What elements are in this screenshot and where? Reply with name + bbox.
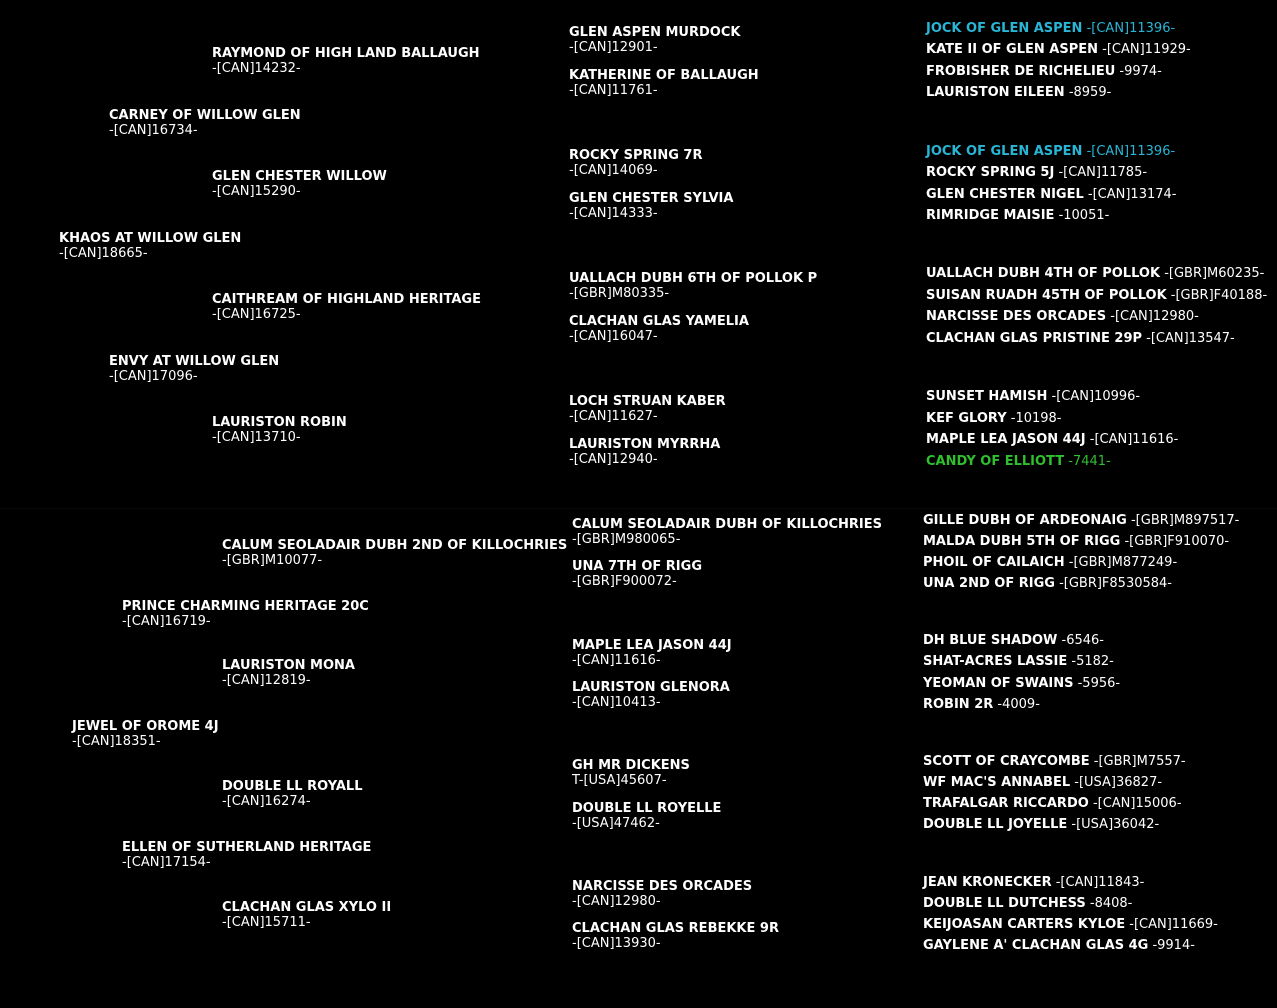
registration-number: -[CAN]17154- xyxy=(122,855,211,870)
horse-name[interactable]: DOUBLE LL ROYELLE xyxy=(572,801,722,816)
horse-name[interactable]: KEF GLORY xyxy=(926,411,1007,426)
subject-dam-entry[interactable] xyxy=(109,354,279,384)
registration-number: -[USA]36827- xyxy=(1074,775,1163,790)
registration-number: -[CAN]15006- xyxy=(1092,796,1182,811)
registration-number: -[GBR]F900072- xyxy=(572,574,677,589)
horse-name[interactable]: CANDY OF ELLIOTT xyxy=(926,454,1065,469)
horse-name[interactable]: WF MAC'S ANNABEL xyxy=(923,775,1071,790)
registration-number: -[CAN]16047- xyxy=(569,329,658,344)
registration-number: -9914- xyxy=(1152,938,1195,953)
ancestor-line[interactable] xyxy=(923,917,1218,933)
horse-name[interactable]: UNA 7TH OF RIGG xyxy=(572,559,702,574)
registration-number: -[CAN]10996- xyxy=(1051,389,1141,404)
horse-name[interactable]: ELLEN OF SUTHERLAND HERITAGE xyxy=(122,840,372,855)
section-divider xyxy=(0,508,1277,509)
jewel-entry[interactable] xyxy=(72,719,219,749)
ancestor-line[interactable] xyxy=(923,775,1162,791)
ancestor-line[interactable] xyxy=(926,288,1267,304)
horse-name[interactable]: CARNEY OF WILLOW GLEN xyxy=(109,108,301,123)
horse-name[interactable]: JEAN KRONECKER xyxy=(923,875,1052,890)
registration-number: -[CAN]14232- xyxy=(212,61,301,76)
horse-name[interactable]: SHAT-ACRES LASSIE xyxy=(923,654,1068,669)
registration-number: -7441- xyxy=(1068,454,1111,469)
horse-name[interactable]: CLACHAN GLAS YAMELIA xyxy=(569,314,749,329)
registration-number: -[USA]36042- xyxy=(1071,817,1160,832)
registration-number: -[CAN]17096- xyxy=(109,369,198,384)
registration-number: -6546- xyxy=(1061,633,1104,648)
horse-name[interactable]: NARCISSE DES ORCADES xyxy=(926,309,1107,324)
horse-name[interactable]: SUNSET HAMISH xyxy=(926,389,1048,404)
registration-number: -[GBR]F40188- xyxy=(1170,288,1268,303)
horse-name[interactable]: RIMRIDGE MAISIE xyxy=(926,208,1055,223)
registration-number: -[CAN]13547- xyxy=(1146,331,1235,346)
ancestor-entry[interactable] xyxy=(569,394,726,424)
ancestor-line[interactable] xyxy=(923,938,1195,954)
ancestor-line[interactable] xyxy=(926,331,1235,347)
horse-name[interactable]: KEIJOASAN CARTERS KYLOE xyxy=(923,917,1126,932)
horse-name[interactable]: ROCKY SPRING 7R xyxy=(569,148,703,163)
ancestor-entry[interactable] xyxy=(569,191,733,221)
registration-number: -10051- xyxy=(1058,208,1110,223)
horse-name[interactable]: DOUBLE LL ROYALL xyxy=(222,779,363,794)
subject-entry[interactable] xyxy=(59,231,241,261)
ancestor-line[interactable] xyxy=(923,875,1144,891)
horse-name[interactable]: ROCKY SPRING 5J xyxy=(926,165,1055,180)
ancestor-line[interactable] xyxy=(923,896,1132,912)
registration-number: -5182- xyxy=(1071,654,1114,669)
registration-number: -[CAN]12940- xyxy=(569,452,658,467)
ancestor-line[interactable] xyxy=(926,432,1178,448)
horse-name[interactable]: DOUBLE LL DUTCHESS xyxy=(923,896,1086,911)
ancestor-entry[interactable] xyxy=(569,68,759,98)
registration-number: -[CAN]12980- xyxy=(1110,309,1199,324)
ancestor-line[interactable] xyxy=(926,208,1109,224)
registration-number: -[CAN]13174- xyxy=(1087,187,1177,202)
ancestor-entry[interactable] xyxy=(569,25,740,55)
registration-number: -[CAN]12980- xyxy=(572,894,661,909)
prince-dam-entry[interactable] xyxy=(222,658,355,688)
ancestor-line[interactable] xyxy=(926,411,1062,427)
ancestor-line[interactable] xyxy=(923,654,1114,670)
registration-number: -[CAN]14069- xyxy=(569,163,658,178)
ancestor-entry[interactable] xyxy=(569,314,749,344)
registration-number: -[GBR]M10077- xyxy=(222,553,323,568)
horse-name[interactable]: GLEN CHESTER NIGEL xyxy=(926,187,1084,202)
registration-number: -[CAN]11669- xyxy=(1129,917,1218,932)
registration-number: -[GBR]F910070- xyxy=(1124,534,1230,549)
registration-number: -[GBR]M980065- xyxy=(572,532,681,547)
registration-number: -[CAN]11761- xyxy=(569,83,658,98)
horse-name[interactable]: DH BLUE SHADOW xyxy=(923,633,1058,648)
horse-name[interactable]: SUISAN RUADH 45TH OF POLLOK xyxy=(926,288,1167,303)
horse-name[interactable]: CLACHAN GLAS PRISTINE 29P xyxy=(926,331,1143,346)
registration-number: -[CAN]11843- xyxy=(1055,875,1145,890)
registration-number: -[CAN]10413- xyxy=(572,695,661,710)
horse-name[interactable]: GLEN ASPEN MURDOCK xyxy=(569,25,741,40)
horse-name[interactable]: RAYMOND OF HIGH LAND BALLAUGH xyxy=(212,46,480,61)
horse-name[interactable]: GH MR DICKENS xyxy=(572,758,690,773)
horse-name[interactable]: FROBISHER DE RICHELIEU xyxy=(926,64,1116,79)
ancestor-line[interactable] xyxy=(926,389,1140,405)
horse-name[interactable]: MALDA DUBH 5TH OF RIGG xyxy=(923,534,1121,549)
horse-name[interactable]: LOCH STRUAN KABER xyxy=(569,394,726,409)
registration-number: -[CAN]11785- xyxy=(1058,165,1148,180)
horse-name[interactable]: CALUM SEOLADAIR DUBH 2ND OF KILLOCHRIES xyxy=(222,538,568,553)
sire-dam-entry[interactable] xyxy=(212,169,387,199)
horse-name[interactable]: LAURISTON GLENORA xyxy=(572,680,730,695)
registration-number: -[CAN]11396- xyxy=(1086,144,1176,159)
horse-name[interactable]: CAITHREAM OF HIGHLAND HERITAGE xyxy=(212,292,481,307)
horse-name[interactable]: LAURISTON EILEEN xyxy=(926,85,1065,100)
horse-name[interactable]: CLACHAN GLAS REBEKKE 9R xyxy=(572,921,779,936)
jewel-sire-entry[interactable] xyxy=(122,599,369,629)
horse-name[interactable]: KATHERINE OF BALLAUGH xyxy=(569,68,759,83)
ancestor-line[interactable] xyxy=(923,817,1159,833)
ancestor-line[interactable] xyxy=(926,309,1199,325)
ancestor-line[interactable] xyxy=(926,64,1162,80)
prince-sire-entry[interactable] xyxy=(222,538,567,568)
horse-name[interactable]: KHAOS AT WILLOW GLEN xyxy=(59,231,242,246)
registration-number: -[CAN]12819- xyxy=(222,673,311,688)
registration-number: -[USA]47462- xyxy=(572,816,660,831)
ancestor-entry[interactable] xyxy=(572,559,702,589)
ancestor-line[interactable] xyxy=(926,165,1147,181)
ancestor-line[interactable] xyxy=(923,796,1182,812)
registration-number: -8959- xyxy=(1068,85,1112,100)
horse-name[interactable]: GAYLENE A' CLACHAN GLAS 4G xyxy=(923,938,1149,953)
ancestor-entry[interactable] xyxy=(572,638,732,668)
ancestor-line[interactable] xyxy=(926,21,1175,37)
horse-name[interactable]: SCOTT OF CRAYCOMBE xyxy=(923,754,1090,769)
registration-number: -[CAN]18665- xyxy=(59,246,148,261)
registration-number: -[GBR]F8530584- xyxy=(1059,576,1172,591)
horse-name[interactable]: LAURISTON ROBIN xyxy=(212,415,347,430)
ancestor-line[interactable] xyxy=(926,42,1191,58)
registration-number: -[CAN]18351- xyxy=(72,734,161,749)
ancestor-entry[interactable] xyxy=(569,271,817,301)
ancestor-line[interactable] xyxy=(923,534,1229,550)
ancestor-line[interactable] xyxy=(923,633,1104,649)
registration-number: -[CAN]13710- xyxy=(212,430,301,445)
envy-sire-entry[interactable] xyxy=(212,292,481,322)
jewel-dam-entry[interactable] xyxy=(122,840,371,870)
ancestor-line[interactable] xyxy=(926,266,1264,282)
horse-name[interactable]: UNA 2ND OF RIGG xyxy=(923,576,1055,591)
horse-name[interactable]: GLEN CHESTER SYLVIA xyxy=(569,191,734,206)
registration-number: -[CAN]16274- xyxy=(222,794,311,809)
horse-name[interactable]: LAURISTON MONA xyxy=(222,658,355,673)
ancestor-line[interactable] xyxy=(926,187,1176,203)
horse-name[interactable]: PRINCE CHARMING HERITAGE 20C xyxy=(122,599,369,614)
horse-name[interactable]: MAPLE LEA JASON 44J xyxy=(572,638,732,653)
horse-name[interactable]: CLACHAN GLAS XYLO II xyxy=(222,900,392,915)
ellen-dam-entry[interactable] xyxy=(222,900,391,930)
ellen-sire-entry[interactable] xyxy=(222,779,363,809)
ancestor-entry[interactable] xyxy=(572,680,730,710)
sire-entry[interactable] xyxy=(109,108,301,138)
horse-name[interactable]: TRAFALGAR RICCARDO xyxy=(923,796,1089,811)
horse-name[interactable]: GLEN CHESTER WILLOW xyxy=(212,169,387,184)
registration-number: -[CAN]16719- xyxy=(122,614,211,629)
ancestor-line[interactable] xyxy=(923,513,1239,529)
horse-name[interactable]: LAURISTON MYRRHA xyxy=(569,437,721,452)
registration-number: -[CAN]14333- xyxy=(569,206,658,221)
horse-name[interactable]: NARCISSE DES ORCADES xyxy=(572,879,753,894)
registration-number: -9974- xyxy=(1119,64,1162,79)
ancestor-entry[interactable] xyxy=(572,758,690,788)
ancestor-line[interactable] xyxy=(926,85,1111,101)
registration-number: -[CAN]11616- xyxy=(1089,432,1179,447)
horse-name[interactable]: PHOIL OF CAILAICH xyxy=(923,555,1065,570)
horse-name[interactable]: ROBIN 2R xyxy=(923,697,994,712)
registration-number: -[CAN]11396- xyxy=(1086,21,1176,36)
registration-number: -8408- xyxy=(1089,896,1133,911)
registration-number: -[CAN]12901- xyxy=(569,40,658,55)
registration-number: -[GBR]M60235- xyxy=(1164,266,1265,281)
horse-name[interactable]: ENVY AT WILLOW GLEN xyxy=(109,354,280,369)
ancestor-entry[interactable] xyxy=(572,801,721,831)
registration-number: -[CAN]11616- xyxy=(572,653,661,668)
horse-name[interactable]: UALLACH DUBH 4TH OF POLLOK xyxy=(926,266,1161,281)
horse-name[interactable]: JOCK OF GLEN ASPEN xyxy=(926,144,1083,159)
registration-number: -[CAN]16734- xyxy=(109,123,198,138)
registration-number: -[GBR]M80335- xyxy=(569,286,670,301)
envy-dam-entry[interactable] xyxy=(212,415,347,445)
registration-number: -[CAN]16725- xyxy=(212,307,301,322)
registration-number: -[GBR]M897517- xyxy=(1130,513,1240,528)
ancestor-line[interactable] xyxy=(923,697,1040,713)
horse-name[interactable]: YEOMAN OF SWAINS xyxy=(923,676,1074,691)
horse-name[interactable]: UALLACH DUBH 6TH OF POLLOK P xyxy=(569,271,818,286)
ancestor-entry[interactable] xyxy=(572,517,882,547)
ancestor-line[interactable] xyxy=(923,555,1177,571)
ancestor-line[interactable] xyxy=(923,676,1120,692)
sire-sire-entry[interactable] xyxy=(212,46,480,76)
ancestor-entry[interactable] xyxy=(572,879,752,909)
ancestor-line[interactable] xyxy=(923,754,1186,770)
registration-number: -4009- xyxy=(997,697,1040,712)
registration-number: -[GBR]M7557- xyxy=(1093,754,1186,769)
horse-name[interactable]: MAPLE LEA JASON 44J xyxy=(926,432,1086,447)
horse-name[interactable]: DOUBLE LL JOYELLE xyxy=(923,817,1068,832)
registration-number: -5956- xyxy=(1077,676,1121,691)
registration-number: -[CAN]11627- xyxy=(569,409,658,424)
registration-number: -[CAN]15290- xyxy=(212,184,301,199)
ancestor-entry[interactable] xyxy=(569,437,720,467)
ancestor-line[interactable] xyxy=(926,144,1175,160)
registration-number: -[GBR]M877249- xyxy=(1068,555,1178,570)
ancestor-entry[interactable] xyxy=(569,148,703,178)
ancestor-line[interactable] xyxy=(926,454,1111,470)
horse-name[interactable]: JOCK OF GLEN ASPEN xyxy=(926,21,1083,36)
registration-number: T-[USA]45607- xyxy=(572,773,667,788)
horse-name[interactable]: KATE II OF GLEN ASPEN xyxy=(926,42,1099,57)
registration-number: -[CAN]15711- xyxy=(222,915,311,930)
ancestor-entry[interactable] xyxy=(572,921,779,951)
registration-number: -10198- xyxy=(1010,411,1062,426)
ancestor-line[interactable] xyxy=(923,576,1172,592)
registration-number: -[CAN]13930- xyxy=(572,936,661,951)
horse-name[interactable]: JEWEL OF OROME 4J xyxy=(72,719,219,734)
horse-name[interactable]: GILLE DUBH OF ARDEONAIG xyxy=(923,513,1127,528)
horse-name[interactable]: CALUM SEOLADAIR DUBH OF KILLOCHRIES xyxy=(572,517,883,532)
registration-number: -[CAN]11929- xyxy=(1102,42,1191,57)
